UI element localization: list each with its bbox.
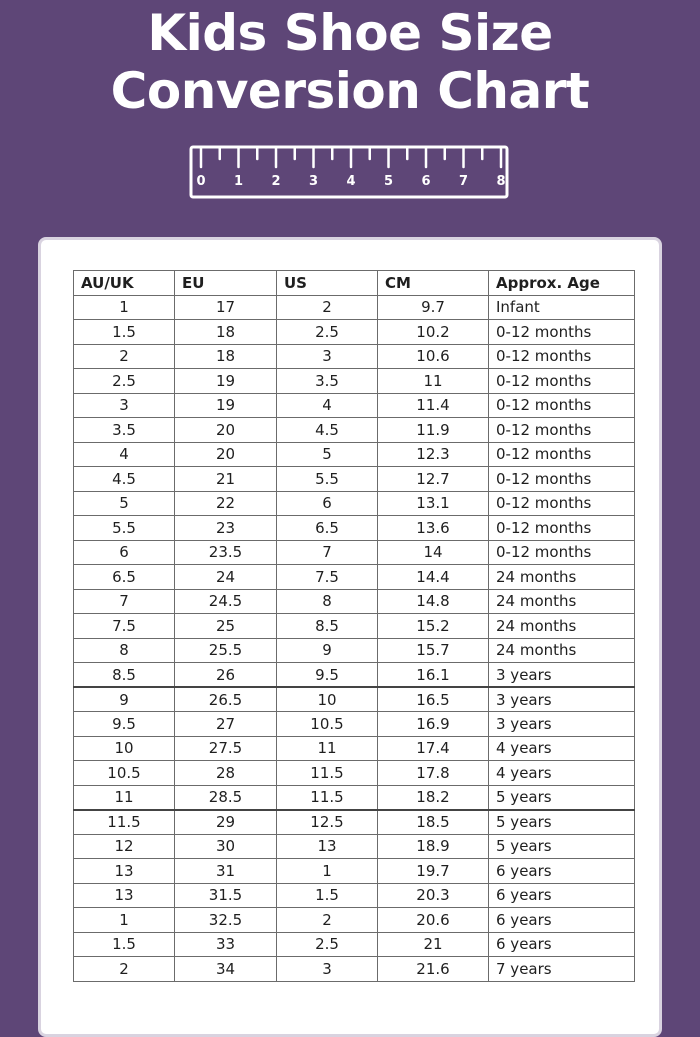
cell-cm: 11.4: [378, 393, 489, 418]
ruler-icon: [189, 145, 509, 201]
cell-approx-age: 6 years: [489, 908, 635, 933]
cell-au-uk: 10.5: [74, 761, 175, 786]
cell-cm: 20.3: [378, 883, 489, 908]
cell-us: 12.5: [277, 810, 378, 835]
cell-approx-age: 0-12 months: [489, 442, 635, 467]
cell-approx-age: 24 months: [489, 565, 635, 590]
cell-us: 8: [277, 589, 378, 614]
cell-eu: 28.5: [175, 785, 277, 810]
cell-cm: 14.8: [378, 589, 489, 614]
cell-au-uk: 13: [74, 883, 175, 908]
cell-approx-age: 24 months: [489, 638, 635, 663]
cell-au-uk: 3: [74, 393, 175, 418]
cell-au-uk: 12: [74, 834, 175, 859]
cell-eu: 25.5: [175, 638, 277, 663]
cell-approx-age: 3 years: [489, 663, 635, 688]
cell-au-uk: 11.5: [74, 810, 175, 835]
cell-au-uk: 2.5: [74, 369, 175, 394]
cell-au-uk: 7.5: [74, 614, 175, 639]
cell-us: 9: [277, 638, 378, 663]
cell-eu: 27.5: [175, 736, 277, 761]
cell-approx-age: Infant: [489, 295, 635, 320]
cell-us: 13: [277, 834, 378, 859]
cell-cm: 20.6: [378, 908, 489, 933]
cell-us: 1: [277, 859, 378, 884]
cell-cm: 19.7: [378, 859, 489, 884]
cell-au-uk: 1.5: [74, 320, 175, 345]
cell-us: 11: [277, 736, 378, 761]
cell-approx-age: 24 months: [489, 614, 635, 639]
cell-cm: 17.8: [378, 761, 489, 786]
cell-au-uk: 4: [74, 442, 175, 467]
cell-cm: 16.1: [378, 663, 489, 688]
cell-us: 6: [277, 491, 378, 516]
ruler-number: 0: [196, 174, 206, 189]
cell-us: 3: [277, 344, 378, 369]
cell-au-uk: 9.5: [74, 712, 175, 737]
table-row: [74, 712, 635, 737]
cell-approx-age: 3 years: [489, 712, 635, 737]
table-row: [74, 320, 635, 345]
table-row: [74, 393, 635, 418]
cell-approx-age: 5 years: [489, 834, 635, 859]
cell-approx-age: 4 years: [489, 761, 635, 786]
cell-au-uk: 13: [74, 859, 175, 884]
table-row: [74, 834, 635, 859]
cell-cm: 16.9: [378, 712, 489, 737]
cell-eu: 26.5: [175, 687, 277, 712]
table-row: [74, 344, 635, 369]
cell-au-uk: 5.5: [74, 516, 175, 541]
ruler-number: 6: [421, 174, 431, 189]
cell-cm: 21.6: [378, 957, 489, 982]
cell-au-uk: 11: [74, 785, 175, 810]
cell-us: 10: [277, 687, 378, 712]
table-row: [74, 491, 635, 516]
cell-cm: 17.4: [378, 736, 489, 761]
cell-au-uk: 8: [74, 638, 175, 663]
ruler-number: 1: [233, 174, 244, 189]
cell-approx-age: 0-12 months: [489, 393, 635, 418]
cell-us: 2.5: [277, 932, 378, 957]
table-header-row: [74, 271, 635, 296]
cell-eu: 19: [175, 393, 277, 418]
cell-us: 7.5: [277, 565, 378, 590]
table-row: [74, 859, 635, 884]
table-row: [74, 540, 635, 565]
cell-cm: 13.6: [378, 516, 489, 541]
cell-us: 1.5: [277, 883, 378, 908]
cell-us: 5.5: [277, 467, 378, 492]
table-row: [74, 932, 635, 957]
table-row: [74, 736, 635, 761]
ruler-number: 5: [383, 174, 394, 189]
cell-eu: 30: [175, 834, 277, 859]
cell-us: 3: [277, 957, 378, 982]
cell-cm: 16.5: [378, 687, 489, 712]
ruler-number: 8: [496, 174, 506, 189]
cell-us: 4.5: [277, 418, 378, 443]
cell-au-uk: 6.5: [74, 565, 175, 590]
cell-approx-age: 0-12 months: [489, 540, 635, 565]
cell-cm: 18.9: [378, 834, 489, 859]
ruler-number: 3: [308, 174, 319, 189]
cell-approx-age: 5 years: [489, 810, 635, 835]
cell-eu: 31: [175, 859, 277, 884]
cell-au-uk: 1.5: [74, 932, 175, 957]
cell-cm: 14.4: [378, 565, 489, 590]
cell-approx-age: 24 months: [489, 589, 635, 614]
cell-eu: 20: [175, 418, 277, 443]
cell-approx-age: 0-12 months: [489, 467, 635, 492]
table-row: [74, 516, 635, 541]
cell-approx-age: 0-12 months: [489, 418, 635, 443]
cell-approx-age: 0-12 months: [489, 369, 635, 394]
column-header-approx-age: Approx. Age: [489, 271, 635, 296]
table-row: [74, 883, 635, 908]
cell-approx-age: 7 years: [489, 957, 635, 982]
cell-eu: 18: [175, 320, 277, 345]
cell-eu: 27: [175, 712, 277, 737]
cell-cm: 11: [378, 369, 489, 394]
cell-eu: 24: [175, 565, 277, 590]
cell-approx-age: 6 years: [489, 859, 635, 884]
cell-cm: 14: [378, 540, 489, 565]
cell-eu: 26: [175, 663, 277, 688]
cell-eu: 19: [175, 369, 277, 394]
table-row: [74, 663, 635, 688]
cell-cm: 15.2: [378, 614, 489, 639]
table-row: [74, 589, 635, 614]
cell-approx-age: 3 years: [489, 687, 635, 712]
cell-approx-age: 0-12 months: [489, 344, 635, 369]
cell-approx-age: 0-12 months: [489, 491, 635, 516]
table-row: [74, 785, 635, 810]
table-row: [74, 687, 635, 712]
ruler-number: 4: [346, 174, 356, 189]
ruler-number: 7: [458, 174, 469, 189]
cell-eu: 21: [175, 467, 277, 492]
cell-us: 11.5: [277, 761, 378, 786]
column-header-eu: EU: [175, 271, 277, 296]
cell-eu: 23: [175, 516, 277, 541]
cell-us: 2: [277, 295, 378, 320]
cell-approx-age: 4 years: [489, 736, 635, 761]
cell-us: 2.5: [277, 320, 378, 345]
cell-us: 6.5: [277, 516, 378, 541]
cell-approx-age: 6 years: [489, 932, 635, 957]
cell-us: 10.5: [277, 712, 378, 737]
cell-cm: 9.7: [378, 295, 489, 320]
cell-au-uk: 1: [74, 295, 175, 320]
cell-au-uk: 7: [74, 589, 175, 614]
size-conversion-table: [73, 270, 635, 982]
cell-cm: 15.7: [378, 638, 489, 663]
cell-eu: 18: [175, 344, 277, 369]
column-header-au-uk: AU/UK: [74, 271, 175, 296]
cell-us: 5: [277, 442, 378, 467]
cell-eu: 32.5: [175, 908, 277, 933]
cell-us: 9.5: [277, 663, 378, 688]
table-row: [74, 295, 635, 320]
cell-approx-age: 0-12 months: [489, 320, 635, 345]
table-row: [74, 442, 635, 467]
cell-cm: 13.1: [378, 491, 489, 516]
cell-approx-age: 6 years: [489, 883, 635, 908]
cell-eu: 25: [175, 614, 277, 639]
table-row: [74, 614, 635, 639]
cell-us: 4: [277, 393, 378, 418]
cell-eu: 23.5: [175, 540, 277, 565]
cell-us: 8.5: [277, 614, 378, 639]
cell-cm: 10.6: [378, 344, 489, 369]
table-row: [74, 467, 635, 492]
page-title-line-2: Conversion Chart: [110, 62, 590, 120]
cell-cm: 21: [378, 932, 489, 957]
cell-eu: 28: [175, 761, 277, 786]
cell-eu: 22: [175, 491, 277, 516]
table-row: [74, 957, 635, 982]
cell-eu: 29: [175, 810, 277, 835]
cell-approx-age: 0-12 months: [489, 516, 635, 541]
table-row: [74, 565, 635, 590]
table-row: [74, 638, 635, 663]
page-title-line-1: Kids Shoe Size: [147, 4, 553, 62]
cell-eu: 20: [175, 442, 277, 467]
cell-cm: 10.2: [378, 320, 489, 345]
table-row: [74, 761, 635, 786]
column-header-us: US: [277, 271, 378, 296]
cell-eu: 24.5: [175, 589, 277, 614]
cell-au-uk: 2: [74, 344, 175, 369]
cell-us: 2: [277, 908, 378, 933]
cell-au-uk: 4.5: [74, 467, 175, 492]
cell-au-uk: 10: [74, 736, 175, 761]
cell-au-uk: 3.5: [74, 418, 175, 443]
cell-cm: 12.7: [378, 467, 489, 492]
table-row: [74, 908, 635, 933]
table-row: [74, 810, 635, 835]
cell-cm: 18.2: [378, 785, 489, 810]
cell-us: 7: [277, 540, 378, 565]
cell-au-uk: 1: [74, 908, 175, 933]
table-row: [74, 418, 635, 443]
table-row: [74, 369, 635, 394]
cell-au-uk: 9: [74, 687, 175, 712]
cell-eu: 17: [175, 295, 277, 320]
cell-cm: 11.9: [378, 418, 489, 443]
cell-eu: 33: [175, 932, 277, 957]
cell-cm: 12.3: [378, 442, 489, 467]
ruler-number: 2: [271, 174, 281, 189]
cell-approx-age: 5 years: [489, 785, 635, 810]
cell-au-uk: 8.5: [74, 663, 175, 688]
cell-au-uk: 5: [74, 491, 175, 516]
cell-us: 3.5: [277, 369, 378, 394]
cell-au-uk: 2: [74, 957, 175, 982]
cell-us: 11.5: [277, 785, 378, 810]
cell-eu: 31.5: [175, 883, 277, 908]
cell-eu: 34: [175, 957, 277, 982]
cell-au-uk: 6: [74, 540, 175, 565]
column-header-cm: CM: [378, 271, 489, 296]
cell-cm: 18.5: [378, 810, 489, 835]
